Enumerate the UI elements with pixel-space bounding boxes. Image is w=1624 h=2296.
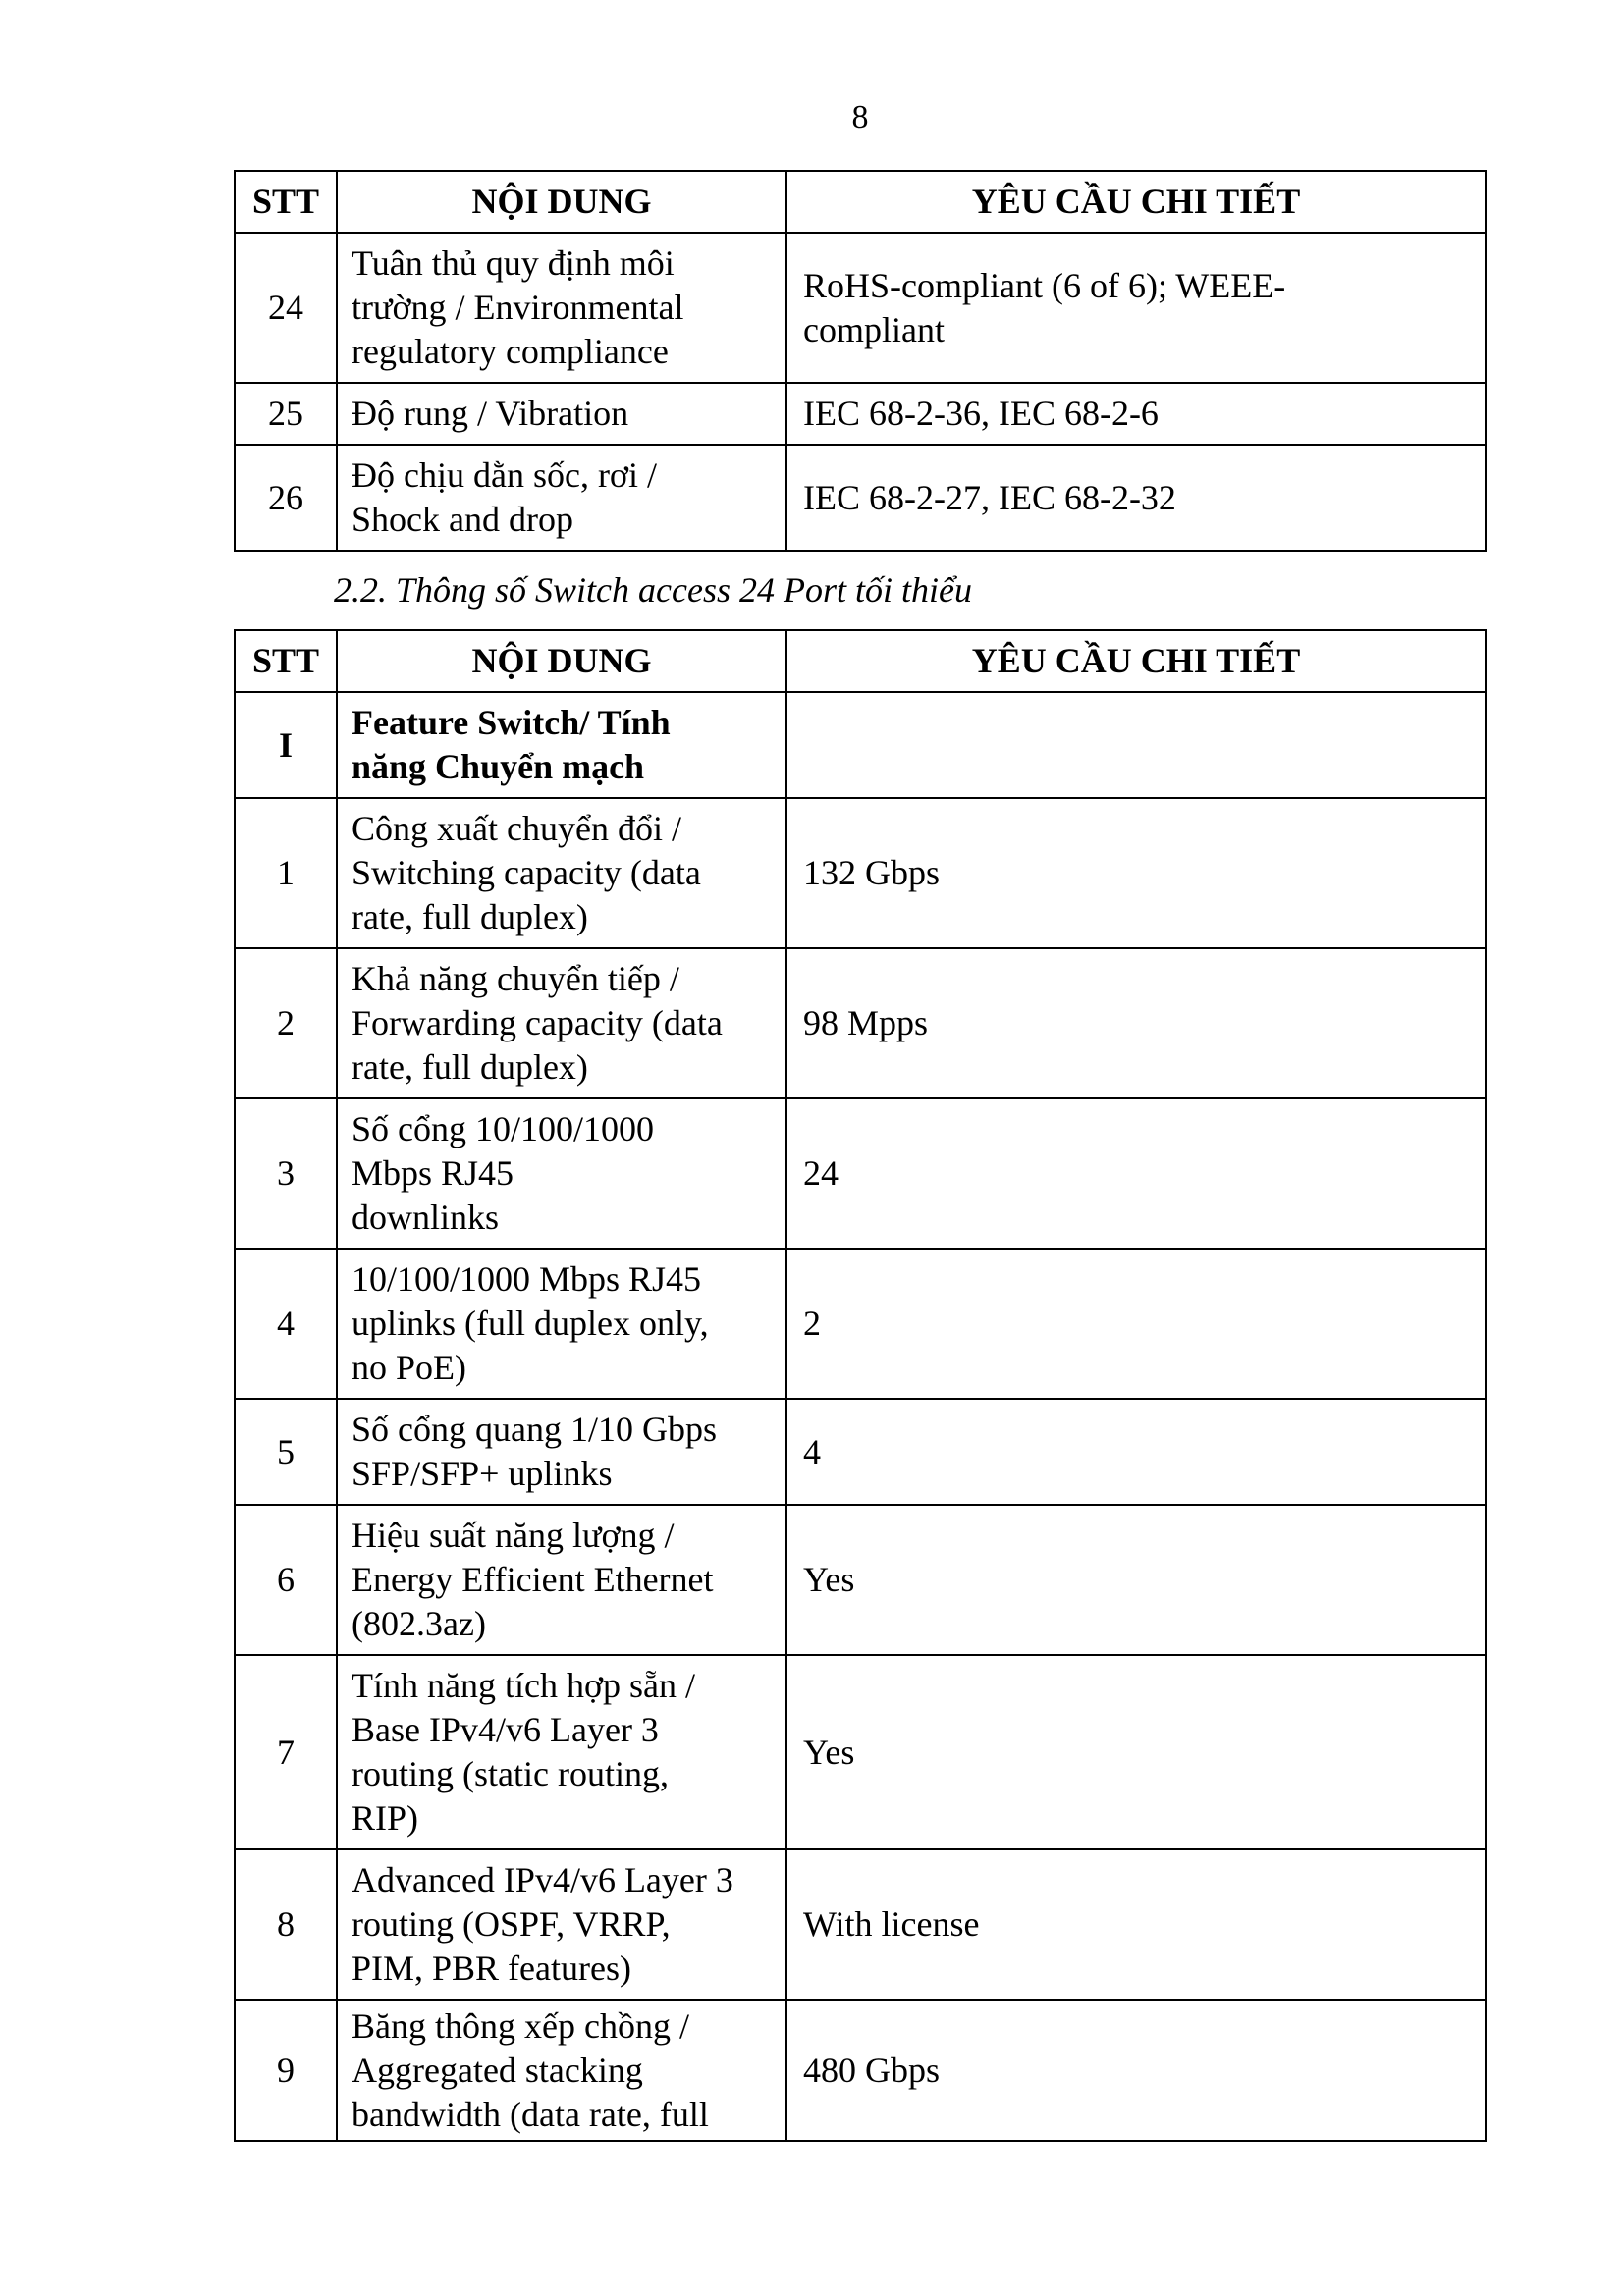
- row-content: [337, 798, 786, 948]
- row-stt: 3: [235, 1098, 337, 1249]
- row-stt: 25: [235, 383, 337, 445]
- row-content-text: 10/100/1000 Mbps RJ45 uplinks (full duplex only, no PoE): [352, 1259, 709, 1387]
- row-detail: [786, 445, 1486, 551]
- group-content-text: Feature Switch/ Tính năng Chuyển mạch: [352, 703, 671, 786]
- requirements-table-continued: [234, 170, 1487, 552]
- table-row: [235, 233, 1486, 383]
- row-detail: 98 Mpps: [786, 948, 1486, 1098]
- row-detail: [786, 233, 1486, 383]
- table-row: [235, 2000, 1486, 2141]
- table-row: [235, 1098, 1486, 1249]
- table-row: [235, 383, 1486, 445]
- table-header-row: [235, 171, 1486, 233]
- row-content-text: Advanced IPv4/v6 Layer 3 routing (OSPF, VRRP, PIM, PBR features): [352, 1860, 733, 1988]
- section-caption: 2.2. Thông số Switch access 24 Port tối thiểu: [334, 570, 972, 610]
- row-detail: [786, 383, 1486, 445]
- row-detail: Yes: [786, 1655, 1486, 1849]
- row-content-text: Độ rung / Vibration: [352, 394, 629, 433]
- header-detail: YÊU CẦU CHI TIẾT: [786, 630, 1486, 692]
- table-row: [235, 445, 1486, 551]
- row-content: [337, 1655, 786, 1849]
- group-detail: [786, 692, 1486, 798]
- row-stt: 4: [235, 1249, 337, 1399]
- row-content: [337, 383, 786, 445]
- row-stt: 7: [235, 1655, 337, 1849]
- header-stt: STT: [235, 630, 337, 692]
- page-number: 8: [851, 99, 869, 135]
- table-row: [235, 1249, 1486, 1399]
- table-row: [235, 1399, 1486, 1505]
- row-content-text: Tính năng tích hợp sẵn / Base IPv4/v6 Layer 3 routing (static routing, RIP): [352, 1666, 695, 1838]
- row-content: [337, 1098, 786, 1249]
- row-stt: 6: [235, 1505, 337, 1655]
- table-row: [235, 1505, 1486, 1655]
- row-content: [337, 1505, 786, 1655]
- row-content: [337, 2000, 786, 2141]
- table-header-row: [235, 630, 1486, 692]
- row-detail: Yes: [786, 1505, 1486, 1655]
- table-row: [235, 1655, 1486, 1849]
- row-detail-text: IEC 68-2-27, IEC 68-2-32: [803, 477, 1176, 517]
- row-content-text: Độ chịu dằn sốc, rơi / Shock and drop: [352, 455, 657, 539]
- header-stt: STT: [235, 171, 337, 233]
- row-detail: 480 Gbps: [786, 2000, 1486, 2141]
- row-content-text: Số cổng quang 1/10 Gbps SFP/SFP+ uplinks: [352, 1410, 717, 1493]
- row-stt: 24: [235, 233, 337, 383]
- switch-access-spec-table: [234, 629, 1487, 2142]
- row-content: [337, 1399, 786, 1505]
- row-content: [337, 1849, 786, 2000]
- row-stt: 26: [235, 445, 337, 551]
- row-content: [337, 233, 786, 383]
- row-content: [337, 445, 786, 551]
- row-stt: 1: [235, 798, 337, 948]
- row-detail-text: RoHS-compliant (6 of 6); WEEE- compliant: [803, 265, 1286, 349]
- row-content-text: Tuân thủ quy định môi trường / Environmental regulatory compliance: [352, 243, 684, 371]
- row-content-text: Công xuất chuyển đổi / Switching capacity (data rate, full duplex): [352, 809, 701, 936]
- row-stt: 2: [235, 948, 337, 1098]
- header-content: NỘI DUNG: [337, 630, 786, 692]
- row-detail: 24: [786, 1098, 1486, 1249]
- row-detail: With license: [786, 1849, 1486, 2000]
- table-row: [235, 798, 1486, 948]
- row-stt: 9: [235, 2000, 337, 2141]
- row-detail: 2: [786, 1249, 1486, 1399]
- row-content-text: Số cổng 10/100/1000 Mbps RJ45 downlinks: [352, 1109, 655, 1237]
- row-content: [337, 948, 786, 1098]
- table-row: [235, 1849, 1486, 2000]
- group-content: [337, 692, 786, 798]
- header-detail: YÊU CẦU CHI TIẾT: [786, 171, 1486, 233]
- group-row: [235, 692, 1486, 798]
- row-detail: 4: [786, 1399, 1486, 1505]
- row-detail-text: IEC 68-2-36, IEC 68-2-6: [803, 394, 1159, 433]
- row-content-text: Khả năng chuyển tiếp / Forwarding capacity (data rate, full duplex): [352, 959, 723, 1087]
- row-content-text: Hiệu suất năng lượng / Energy Efficient Ethernet (802.3az): [352, 1516, 714, 1643]
- table-row: [235, 948, 1486, 1098]
- row-stt: 5: [235, 1399, 337, 1505]
- header-content: NỘI DUNG: [337, 171, 786, 233]
- group-stt: I: [235, 692, 337, 798]
- row-content: [337, 1249, 786, 1399]
- row-stt: 8: [235, 1849, 337, 2000]
- row-detail: 132 Gbps: [786, 798, 1486, 948]
- row-content-text: Băng thông xếp chồng / Aggregated stacking bandwidth (data rate, full: [352, 2005, 709, 2134]
